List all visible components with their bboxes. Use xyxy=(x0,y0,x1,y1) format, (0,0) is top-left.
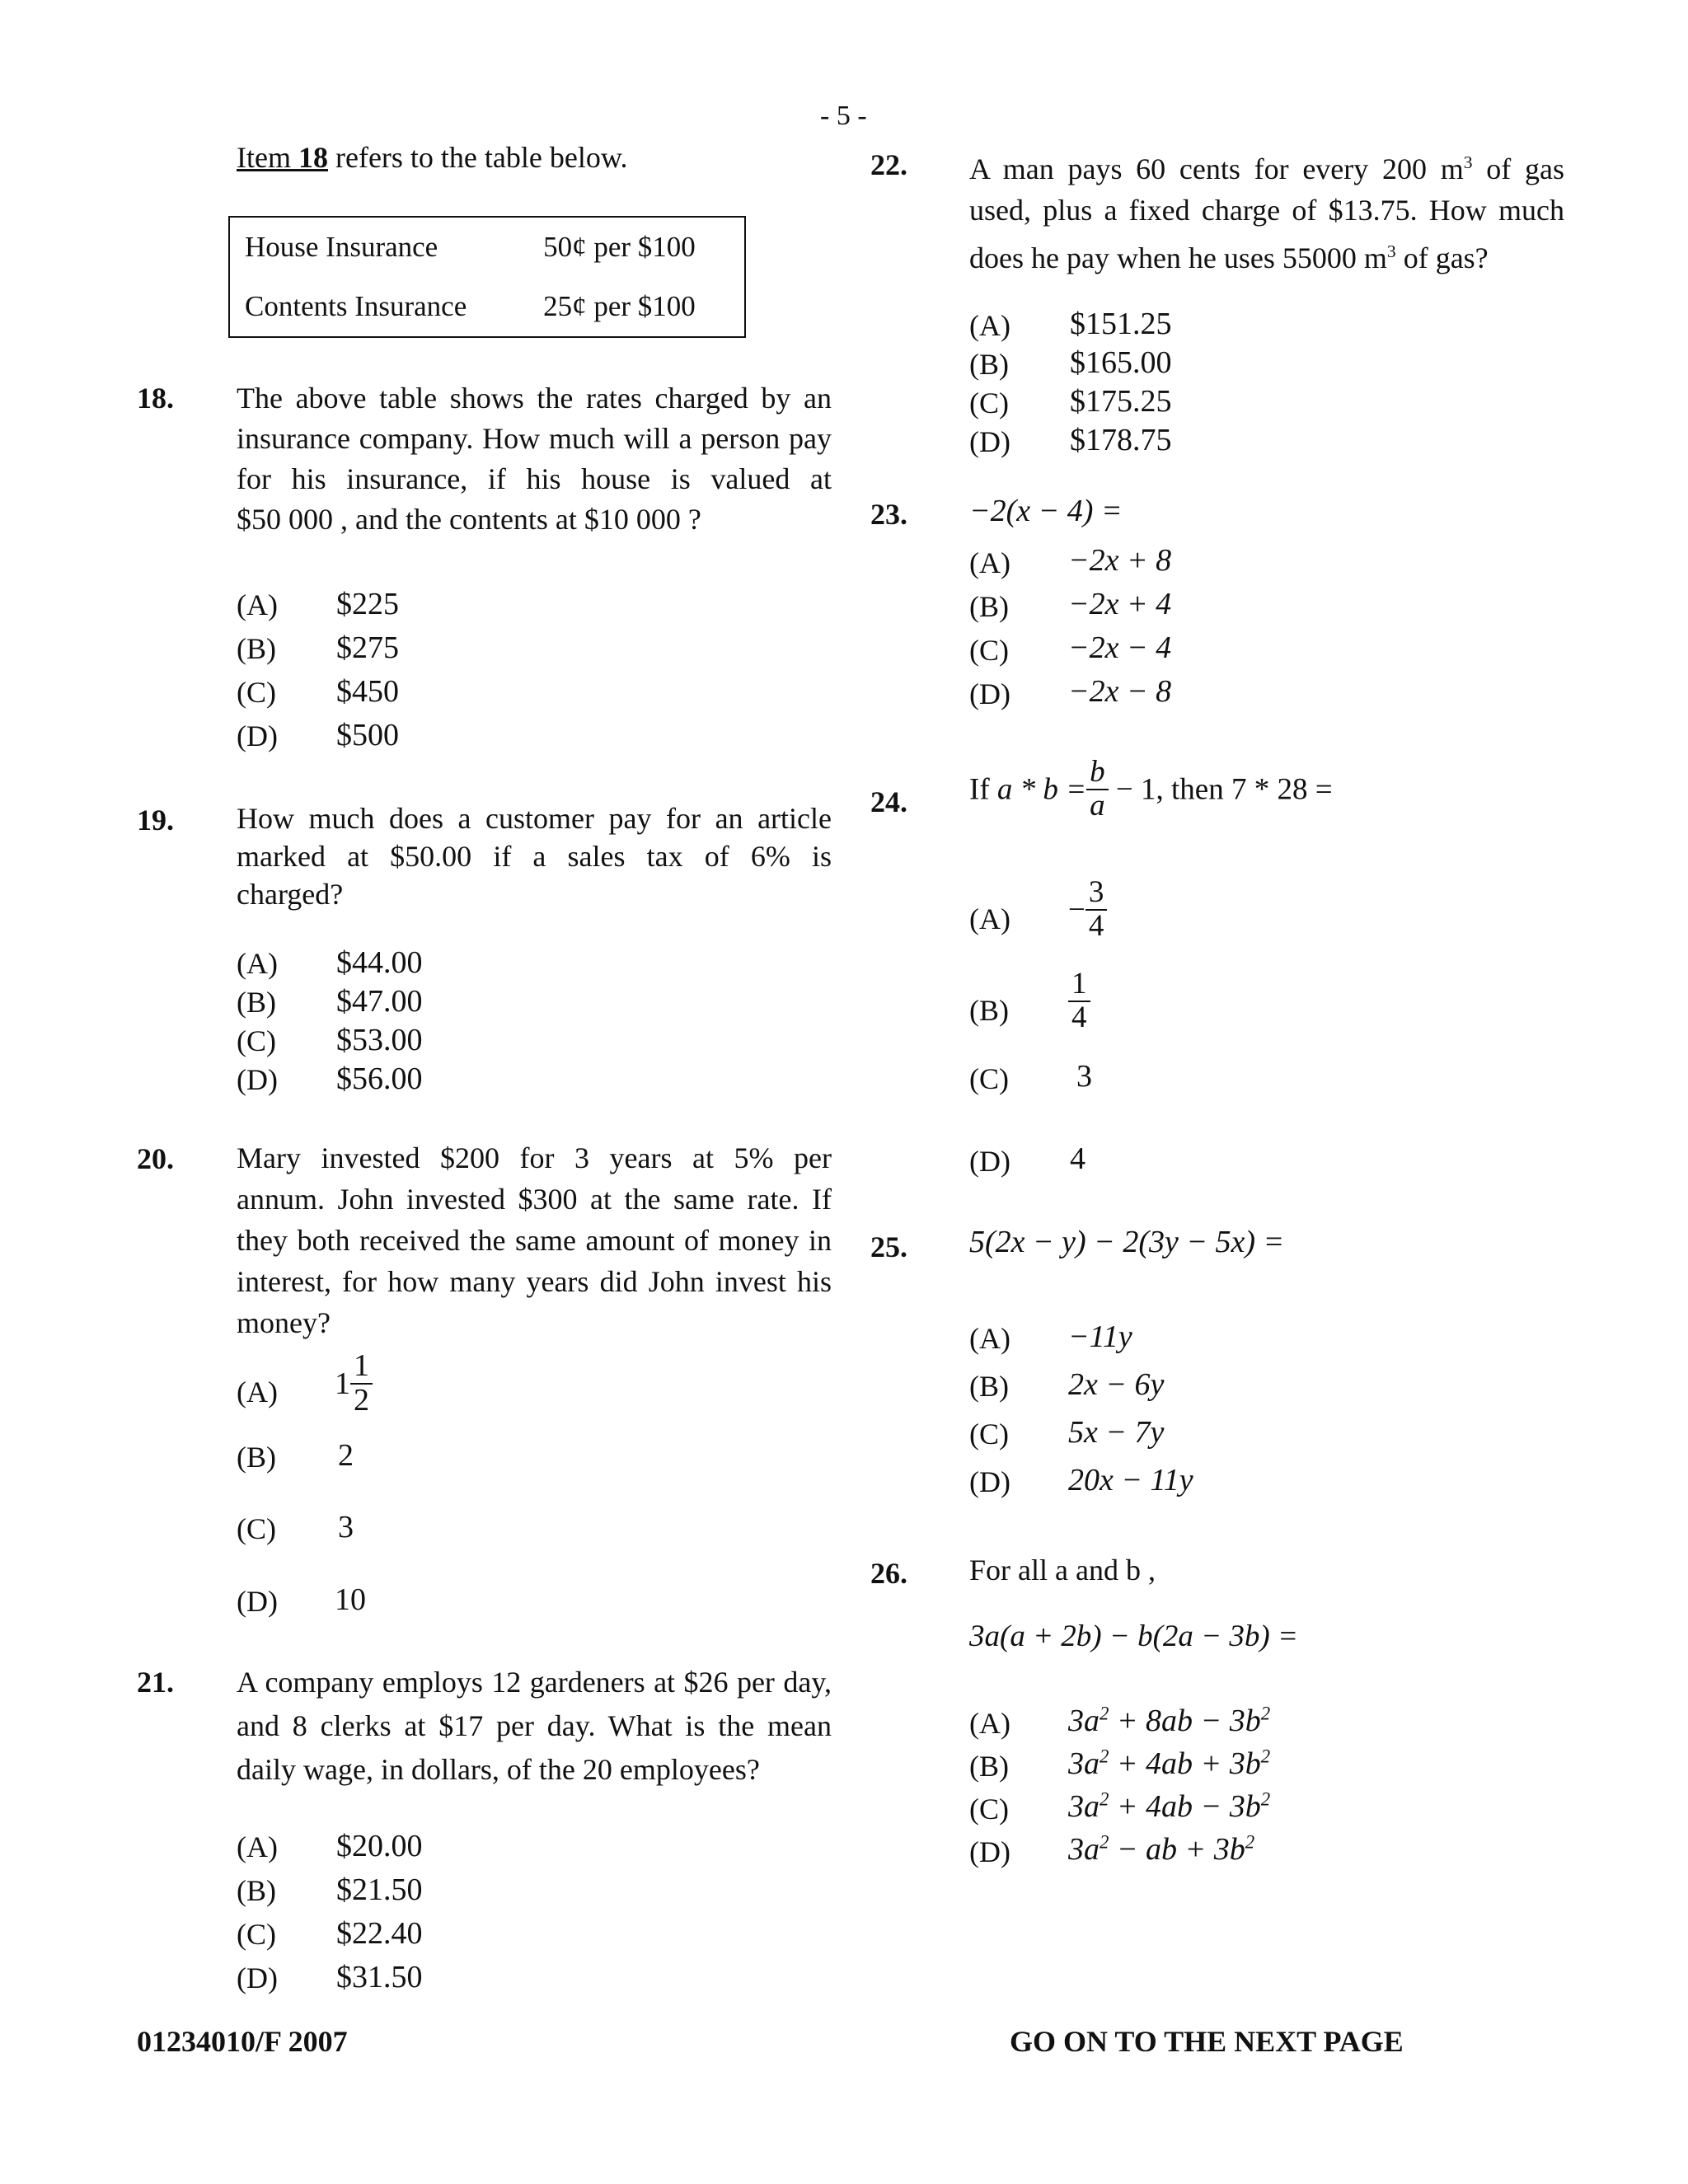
option-label[interactable]: (B) xyxy=(237,632,276,665)
option-label[interactable]: (A) xyxy=(237,947,278,980)
question-24-expression xyxy=(969,757,1333,823)
option-value[interactable]: 5x − 7y xyxy=(1068,1415,1165,1450)
question-19-text xyxy=(237,799,832,913)
fraction-numerator: 1 xyxy=(350,1350,373,1385)
option-label[interactable]: (C) xyxy=(969,634,1009,667)
option-value[interactable]: $165.00 xyxy=(1070,345,1172,380)
question-line: insurance company. How much will a person pay xyxy=(237,422,832,455)
intro-suffix: refers to the table below. xyxy=(327,141,628,174)
option-value[interactable]: −2x + 4 xyxy=(1068,587,1172,621)
option-value[interactable] xyxy=(1068,1703,1270,1739)
question-number: 25. xyxy=(870,1230,907,1263)
question-26-expression: 3a(a + 2b) − b(2a − 3b) = xyxy=(969,1619,1298,1653)
question-number: 18. xyxy=(137,382,174,415)
option-value[interactable]: $151.25 xyxy=(1070,307,1172,341)
fraction xyxy=(1068,968,1090,1034)
option-value[interactable]: $22.40 xyxy=(336,1916,423,1951)
superscript: 2 xyxy=(1100,1788,1109,1810)
option-value[interactable]: $500 xyxy=(336,718,399,752)
q24-lhs: a * b = xyxy=(996,772,1087,807)
option-value[interactable]: 4 xyxy=(1070,1141,1085,1176)
intro-prefix: Item xyxy=(237,141,298,174)
option-label[interactable]: (A) xyxy=(969,1322,1010,1355)
question-number: 26. xyxy=(870,1557,907,1590)
option-label[interactable]: (C) xyxy=(969,1062,1009,1095)
superscript: 3 xyxy=(1463,152,1473,172)
option-label[interactable]: (A) xyxy=(237,1830,278,1863)
superscript: 2 xyxy=(1260,1788,1271,1810)
fraction xyxy=(350,1350,373,1418)
question-23-expression: −2(x − 4) = xyxy=(969,494,1123,528)
q24-if: If xyxy=(969,772,997,807)
fraction-numerator: 1 xyxy=(1068,968,1090,1002)
superscript: 2 xyxy=(1260,1746,1271,1767)
option-label[interactable]: (D) xyxy=(969,1465,1010,1498)
table-cell-label: House Insurance xyxy=(245,231,438,263)
option-value[interactable]: $56.00 xyxy=(336,1062,423,1096)
table-row xyxy=(229,217,745,277)
question-line: Mary invested $200 for 3 years at 5% per xyxy=(237,1141,832,1174)
term: + 4ab + 3b xyxy=(1109,1746,1261,1781)
question-26-text: For all a and b , xyxy=(969,1554,1156,1586)
fraction-denominator: 2 xyxy=(354,1382,369,1418)
question-line: How much does a customer pay for an article xyxy=(237,802,832,835)
option-label[interactable]: (D) xyxy=(237,1063,278,1096)
option-label[interactable]: (C) xyxy=(237,1512,276,1545)
term: 3a xyxy=(1068,1832,1100,1867)
option-label[interactable]: (B) xyxy=(237,1874,276,1907)
question-20-text xyxy=(237,1137,832,1343)
superscript: 2 xyxy=(1100,1831,1109,1853)
question-line: they both received the same amount of money in xyxy=(237,1224,832,1257)
option-label[interactable]: (D) xyxy=(237,1961,278,1994)
question-number: 20. xyxy=(137,1142,174,1175)
q22-line3-text: does he pay when he uses 55000 m xyxy=(969,241,1387,274)
question-25-expression: 5(2x − y) − 2(3y − 5x) = xyxy=(969,1225,1285,1259)
fraction-whole: 1 xyxy=(335,1366,350,1401)
question-line xyxy=(969,142,1564,190)
option-label[interactable]: (A) xyxy=(969,309,1010,342)
question-number: 19. xyxy=(137,804,174,837)
page-number: - 5 - xyxy=(820,101,867,131)
term: 3a xyxy=(1068,1789,1100,1824)
question-line: marked at $50.00 if a sales tax of 6% is xyxy=(237,840,832,873)
option-label[interactable]: (C) xyxy=(969,1418,1009,1451)
option-label[interactable]: (D) xyxy=(969,1835,1010,1868)
option-value[interactable] xyxy=(1068,1831,1254,1868)
fraction-denominator: a xyxy=(1090,788,1105,823)
option-value[interactable] xyxy=(1068,1788,1270,1825)
option-value[interactable]: $20.00 xyxy=(336,1829,423,1863)
option-label[interactable]: (B) xyxy=(969,590,1009,623)
term: 3a xyxy=(1068,1746,1100,1781)
option-value[interactable]: 2 xyxy=(338,1438,354,1473)
question-line: daily wage, in dollars, of the 20 employees? xyxy=(237,1753,760,1786)
option-label[interactable]: (A) xyxy=(237,588,278,621)
option-value[interactable]: $225 xyxy=(336,587,399,621)
option-label[interactable]: (A) xyxy=(969,1707,1010,1740)
option-value[interactable]: 20x − 11y xyxy=(1068,1463,1193,1497)
option-value[interactable]: −2x − 4 xyxy=(1068,630,1172,665)
term: + 8ab − 3b xyxy=(1109,1704,1261,1738)
fraction xyxy=(1085,877,1108,943)
superscript: 2 xyxy=(1245,1831,1255,1853)
fraction-numerator: b xyxy=(1086,757,1109,790)
option-label[interactable]: (D) xyxy=(969,1145,1010,1178)
option-label[interactable]: (B) xyxy=(969,348,1009,381)
superscript: 2 xyxy=(1100,1746,1109,1767)
option-value[interactable]: $178.75 xyxy=(1070,423,1172,457)
question-line: $50 000 , and the contents at $10 000 ? xyxy=(237,503,701,536)
table-cell-label: Contents Insurance xyxy=(245,290,467,322)
question-18-text xyxy=(237,378,832,540)
table-cell-rate: 50¢ per $100 xyxy=(543,231,696,263)
option-label[interactable]: (C) xyxy=(237,1918,276,1951)
q24-tail: − 1, then 7 * 28 = xyxy=(1108,772,1333,807)
option-value[interactable]: 3 xyxy=(338,1510,354,1544)
option-value[interactable]: 10 xyxy=(335,1582,366,1617)
table-cell-rate: 25¢ per $100 xyxy=(543,290,696,322)
question-number: 23. xyxy=(870,498,907,531)
exam-code: 01234010/F 2007 xyxy=(137,2025,348,2058)
option-value[interactable]: $44.00 xyxy=(336,945,423,980)
option-value[interactable]: −2x + 8 xyxy=(1068,543,1172,578)
fraction-numerator: 3 xyxy=(1085,877,1108,911)
next-page-notice: GO ON TO THE NEXT PAGE xyxy=(1010,2025,1404,2058)
superscript: 2 xyxy=(1260,1703,1271,1724)
option-value[interactable]: $47.00 xyxy=(336,984,423,1019)
option-value[interactable]: $53.00 xyxy=(336,1023,423,1057)
term: − ab + 3b xyxy=(1109,1832,1245,1867)
option-label[interactable]: (D) xyxy=(969,425,1010,458)
table-intro xyxy=(237,140,628,175)
option-label[interactable]: (A) xyxy=(969,902,1010,935)
fraction-denominator: 4 xyxy=(1071,1000,1087,1034)
option-label[interactable]: (B) xyxy=(969,1750,1009,1783)
q22-line1-text: A man pays 60 cents for every 200 m xyxy=(969,152,1464,185)
option-label[interactable]: (B) xyxy=(969,994,1009,1027)
table-row xyxy=(229,277,745,337)
superscript: 3 xyxy=(1386,241,1396,261)
question-line: interest, for how many years did John invest his xyxy=(237,1265,832,1298)
option-label[interactable]: (D) xyxy=(237,719,278,752)
option-value-mixed-fraction[interactable] xyxy=(335,1350,373,1418)
option-label[interactable]: (C) xyxy=(969,387,1009,419)
question-line: for his insurance, if his house is valued at xyxy=(237,462,832,495)
option-label[interactable]: (B) xyxy=(969,1370,1009,1403)
option-label[interactable]: (C) xyxy=(969,1793,1009,1825)
insurance-rate-table xyxy=(228,216,746,338)
option-value-fraction[interactable] xyxy=(1068,968,1090,1034)
question-number: 24. xyxy=(870,785,907,818)
q22-line3-tail: of gas? xyxy=(1395,241,1489,274)
option-label[interactable]: (B) xyxy=(237,986,276,1019)
option-value[interactable]: $450 xyxy=(336,674,399,709)
question-number: 21. xyxy=(137,1666,174,1699)
question-line: used, plus a fixed charge of $13.75. How much xyxy=(969,194,1564,227)
question-line: The above table shows the rates charged by an xyxy=(237,382,832,415)
option-value[interactable]: −11y xyxy=(1068,1319,1132,1354)
option-label[interactable]: (C) xyxy=(237,676,276,709)
option-label[interactable]: (C) xyxy=(237,1024,276,1057)
option-label[interactable]: (D) xyxy=(237,1585,278,1618)
fraction-sign: − xyxy=(1068,893,1085,927)
question-line xyxy=(969,231,1564,279)
superscript: 2 xyxy=(1100,1703,1109,1724)
q22-line1-tail: of gas xyxy=(1472,152,1564,185)
option-label[interactable]: (B) xyxy=(237,1441,276,1474)
option-value[interactable]: $21.50 xyxy=(336,1872,423,1907)
term: + 4ab − 3b xyxy=(1109,1789,1261,1824)
term: 3a xyxy=(1068,1704,1100,1738)
option-value[interactable]: −2x − 8 xyxy=(1068,674,1172,709)
question-line: A company employs 12 gardeners at $26 per day, xyxy=(237,1666,832,1699)
option-value[interactable]: $175.25 xyxy=(1070,384,1172,419)
fraction xyxy=(1086,757,1109,823)
option-value[interactable] xyxy=(1068,1746,1270,1782)
option-value-fraction[interactable] xyxy=(1068,877,1107,943)
question-line: and 8 clerks at $17 per day. What is the mean xyxy=(237,1709,832,1742)
option-label[interactable]: (A) xyxy=(237,1376,278,1408)
question-line: annum. John invested $300 at the same rate. If xyxy=(237,1183,832,1216)
question-number: 22. xyxy=(870,148,907,181)
option-value[interactable]: $31.50 xyxy=(336,1960,423,1994)
question-line: money? xyxy=(237,1306,331,1339)
option-label[interactable]: (D) xyxy=(969,677,1010,710)
question-22-text xyxy=(969,142,1564,279)
fraction-denominator: 4 xyxy=(1088,908,1104,943)
option-value[interactable]: 3 xyxy=(1076,1059,1092,1094)
option-value[interactable]: 2x − 6y xyxy=(1068,1367,1165,1402)
option-label[interactable]: (A) xyxy=(969,546,1010,579)
intro-item-number: 18 xyxy=(298,141,328,174)
question-21-text xyxy=(237,1661,832,1792)
question-line: charged? xyxy=(237,878,344,911)
option-value[interactable]: $275 xyxy=(336,630,399,665)
